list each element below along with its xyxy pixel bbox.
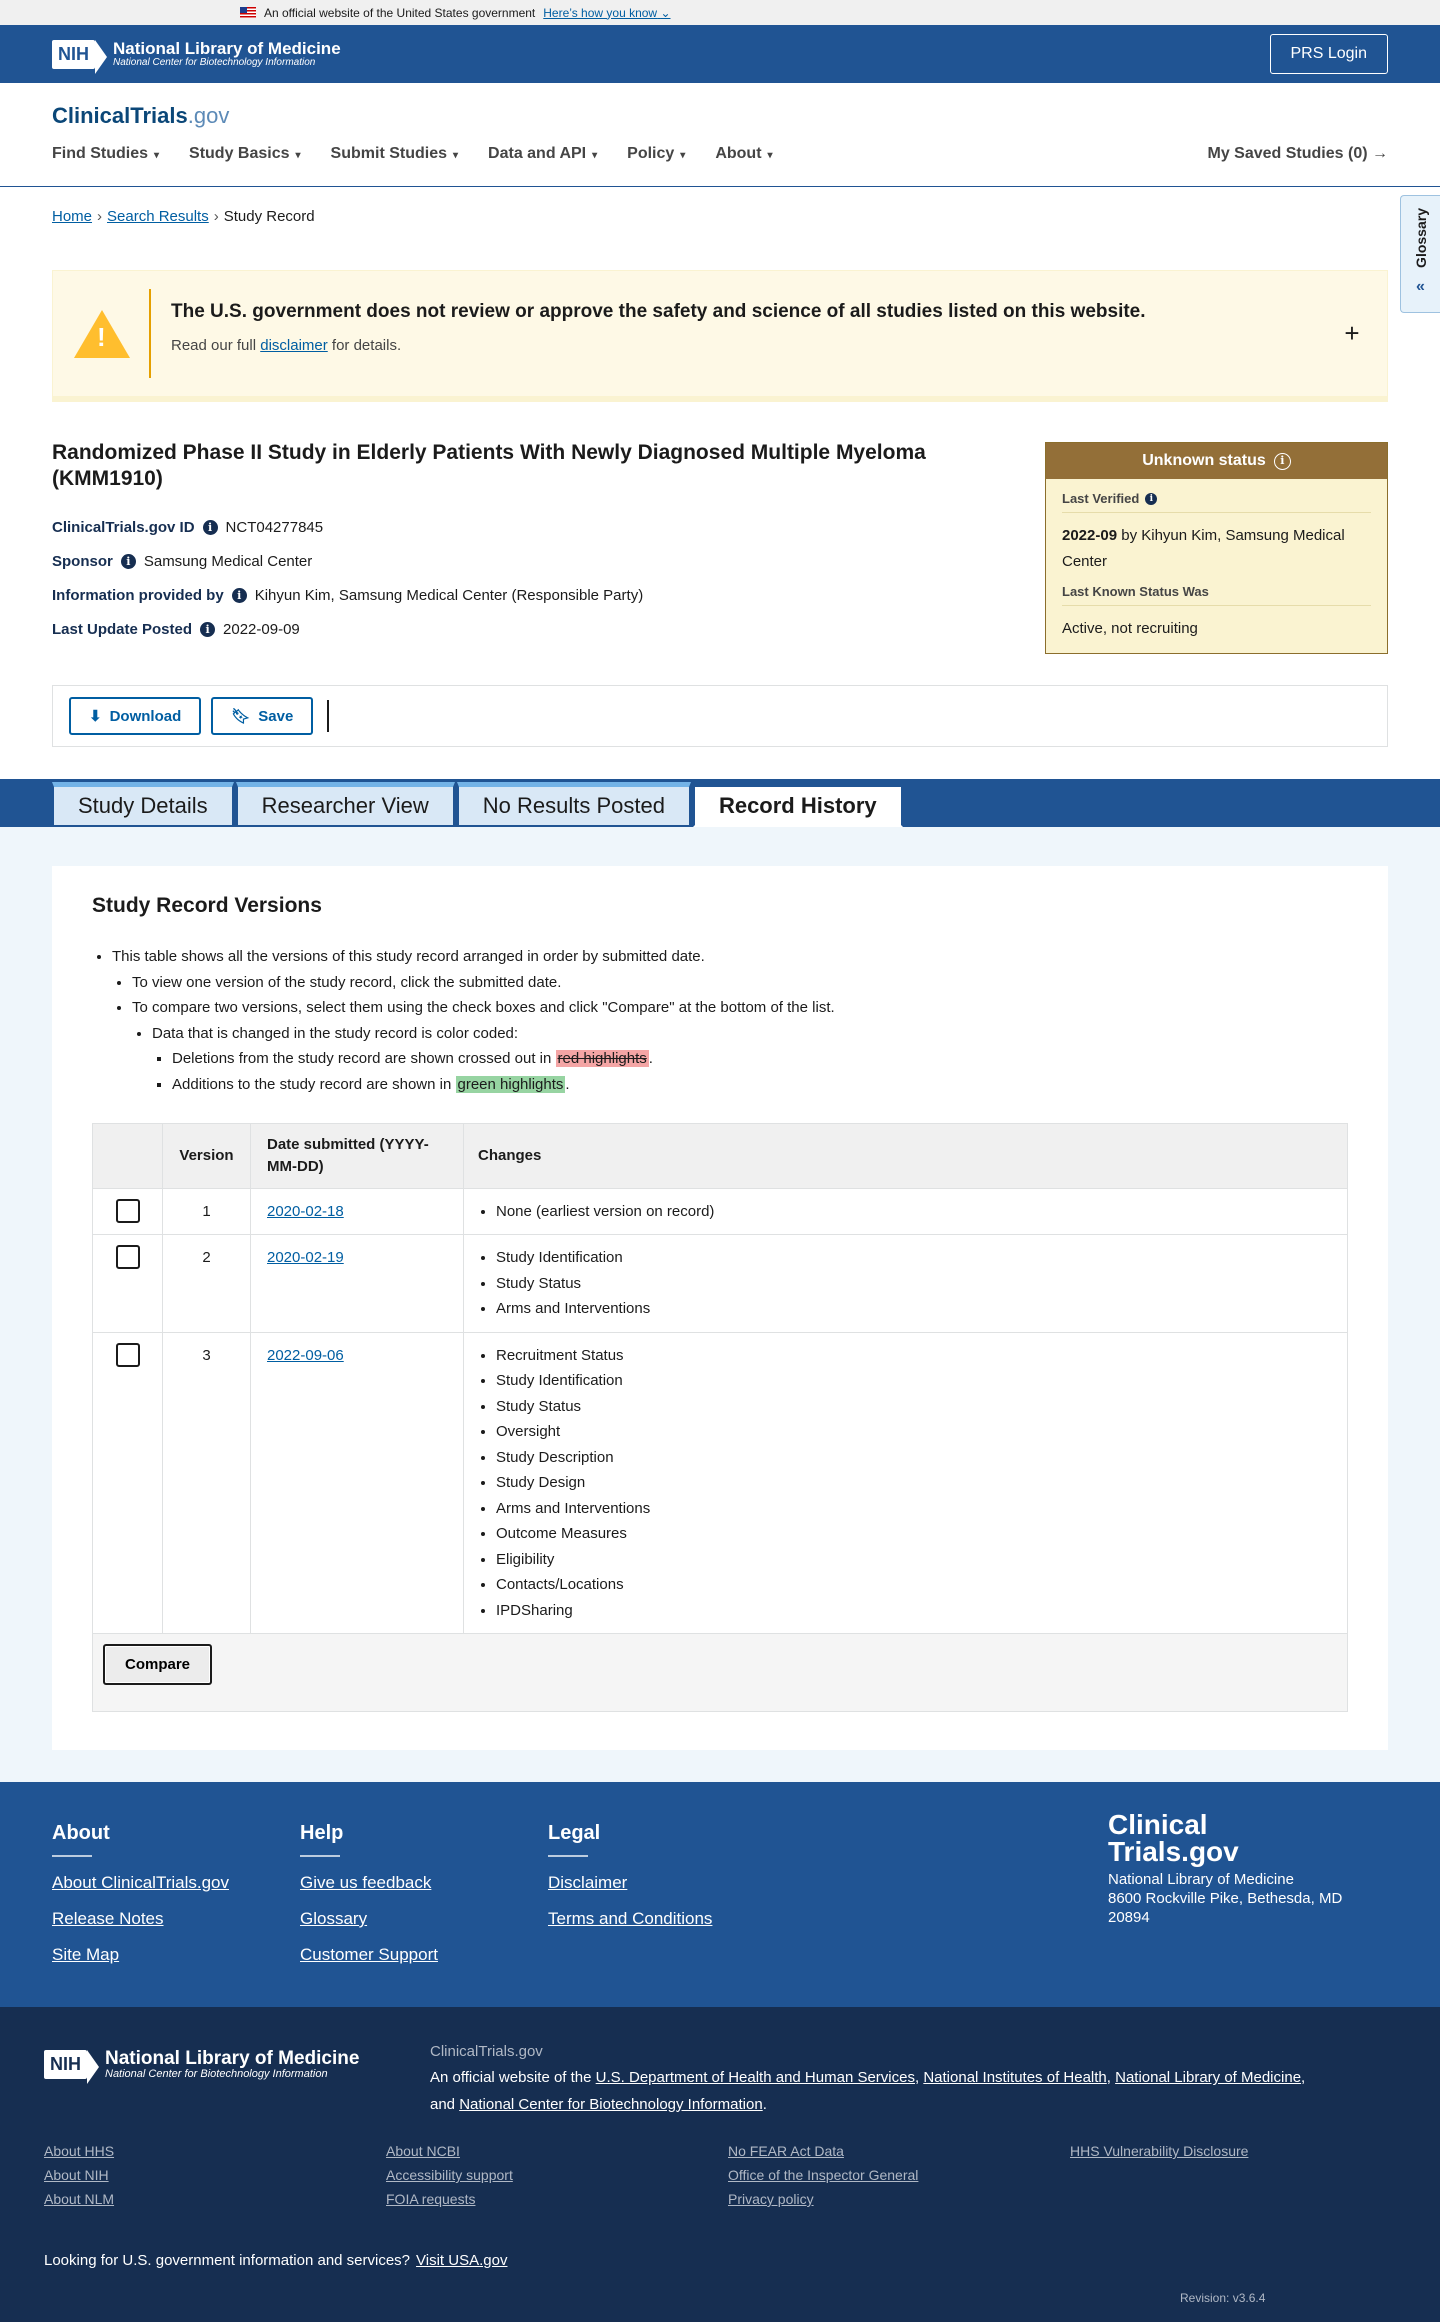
ncbi-link[interactable]: National Center for Biotechnology Information xyxy=(459,2095,763,2113)
footer-link-about-nih[interactable]: About NIH xyxy=(44,2167,109,2183)
change-item: • None (earliest version on record) xyxy=(496,1199,1337,1225)
version-date-link[interactable]: 2022-09-06 xyxy=(267,1346,344,1364)
date-column-header: Date submitted (YYYY-MM-DD) xyxy=(251,1124,464,1189)
gov-banner-text: An official website of the United States government xyxy=(264,5,536,20)
footer-link-site-map[interactable]: Site Map xyxy=(52,1945,120,1964)
info-icon[interactable]: i xyxy=(1274,453,1291,470)
record-versions-card xyxy=(52,866,1388,1750)
version-date-link[interactable]: 2020-02-19 xyxy=(267,1249,344,1266)
footer-link-about-clinicaltrials[interactable]: About ClinicalTrials.gov xyxy=(52,1873,229,1892)
changes-column-header: Changes xyxy=(464,1124,1348,1189)
version-column-header: Version xyxy=(163,1124,251,1189)
footer-link-terms[interactable]: Terms and Conditions xyxy=(548,1909,713,1928)
bookmark-icon: 🔖︎ xyxy=(231,708,251,725)
footer-about-column xyxy=(52,1822,229,1981)
change-item: • Study Status xyxy=(496,1271,1337,1297)
footer-about-title: About xyxy=(52,1822,110,1844)
section-title: Study Record Versions xyxy=(92,894,322,917)
chevron-down-icon: ▾ xyxy=(767,150,773,161)
site-footer xyxy=(0,1782,1440,2007)
study-title: Randomized Phase II Study in Elderly Patients With Newly Diagnosed Multiple Myeloma (KMM1910) xyxy=(52,441,926,491)
version-number: 3 xyxy=(163,1332,251,1634)
last-update-value: 2022-09-09 xyxy=(223,621,300,638)
chevron-down-icon: ▾ xyxy=(453,150,459,161)
footer-link-privacy[interactable]: Privacy policy xyxy=(728,2191,814,2207)
footer-link-about-hhs[interactable]: About HHS xyxy=(44,2143,115,2159)
green-highlight-sample: green highlights xyxy=(457,1075,564,1093)
chevron-down-icon: ▾ xyxy=(680,150,686,161)
prs-login-button[interactable]: PRS Login xyxy=(1270,34,1389,74)
instruction-item: • Data that is changed in the study record is color coded: xyxy=(152,1021,1348,1047)
breadcrumb-separator-icon: › xyxy=(213,208,219,225)
nih-header xyxy=(0,25,1440,83)
nih-logo-box: NIH xyxy=(44,2050,87,2079)
footer-help-column xyxy=(300,1822,438,1981)
chevron-down-icon: ⌄ xyxy=(660,5,671,20)
last-known-status-label: Last Known Status Was xyxy=(1062,584,1209,599)
nlm-footer-logo[interactable]: NIH National Library of Medicine National Center for Biotechnology Information xyxy=(44,2049,359,2080)
alert-title: The U.S. government does not review or approve the safety and science of all studies listed on this website. xyxy=(171,301,1146,322)
footer-legal-title: Legal xyxy=(548,1822,601,1844)
us-flag-icon xyxy=(240,7,256,18)
footer-link-customer-support[interactable]: Customer Support xyxy=(300,1945,438,1964)
last-update-row: Last Update Posted i 2022-09-09 xyxy=(52,621,300,638)
version-number: 2 xyxy=(163,1235,251,1333)
alert-text: Read our full disclaimer for details. xyxy=(171,337,402,354)
info-icon[interactable]: i xyxy=(121,554,136,569)
compare-row xyxy=(93,1634,1348,1712)
save-button[interactable]: 🔖︎ Save xyxy=(211,697,313,735)
visit-usa-gov-link[interactable]: Visit USA.gov xyxy=(416,2252,508,2269)
change-item: • Arms and Interventions xyxy=(496,1496,1337,1522)
revision-label: Revision: v3.6.4 xyxy=(1180,2291,1266,2305)
breadcrumb-home[interactable]: Home xyxy=(52,208,93,225)
study-id-value: NCT04277845 xyxy=(225,519,324,536)
clinicaltrials-logo[interactable]: ClinicalTrials.gov xyxy=(52,103,230,128)
study-actions-bar xyxy=(52,685,1388,747)
footer-ct-logo[interactable]: Clinical Trials.gov National Library of Medicine 8600 Rockville Pike, Bethesda, MD 20894 xyxy=(1108,1812,1368,1927)
download-button[interactable]: ⬇ Download xyxy=(69,697,201,735)
change-item: • Eligibility xyxy=(496,1547,1337,1573)
usa-gov-row: Looking for U.S. government information and services? Visit USA.gov xyxy=(44,2252,508,2269)
version-checkbox[interactable] xyxy=(116,1199,140,1223)
change-item: • IPDSharing xyxy=(496,1598,1337,1624)
version-number: 1 xyxy=(163,1188,251,1235)
study-id-row: ClinicalTrials.gov ID i NCT04277845 xyxy=(52,519,324,536)
change-item: • Outcome Measures xyxy=(496,1521,1337,1547)
footer-link-hhs-vulnerability[interactable]: HHS Vulnerability Disclosure xyxy=(1070,2143,1249,2159)
divider xyxy=(327,700,329,732)
footer-link-disclaimer[interactable]: Disclaimer xyxy=(548,1873,628,1892)
info-provided-row: Information provided by i Kihyun Kim, Samsung Medical Center (Responsible Party) xyxy=(52,587,644,604)
footer-links-grid xyxy=(44,2143,1424,2207)
instruction-additions: ▪ Additions to the study record are shown in green highlights . xyxy=(172,1072,1348,1098)
instructions-list xyxy=(92,944,1348,1097)
change-item: • Arms and Interventions xyxy=(496,1296,1337,1322)
nlm-logo-title: National Library of Medicine xyxy=(113,38,341,58)
select-column-header xyxy=(93,1124,163,1189)
study-tabs xyxy=(52,782,903,827)
sponsor-value: Samsung Medical Center xyxy=(143,553,313,570)
footer-link-feedback[interactable]: Give us feedback xyxy=(300,1873,432,1892)
table-row xyxy=(93,1332,1348,1634)
chevron-down-icon: ▾ xyxy=(592,150,598,161)
footer-link-foia[interactable]: FOIA requests xyxy=(386,2191,476,2207)
warning-icon: ! xyxy=(74,310,130,358)
hhs-link[interactable]: U.S. Department of Health and Human Services xyxy=(595,2069,915,2087)
footer-link-release-notes[interactable]: Release Notes xyxy=(52,1909,164,1928)
nav-study-basics[interactable]: Study Basics ▾ xyxy=(189,145,301,162)
last-verified-value: 2022-09 by Kihyun Kim, Samsung Medical Center xyxy=(1062,527,1345,570)
instruction-item: • This table shows all the versions of this study record arranged in order by submitted date. xyxy=(112,944,1348,970)
compare-button[interactable]: Compare xyxy=(103,1644,212,1685)
footer-link-glossary[interactable]: Glossary xyxy=(300,1909,368,1928)
nlm-link[interactable]: National Library of Medicine xyxy=(1115,2069,1302,2087)
last-known-status-value: Active, not recruiting xyxy=(1062,620,1198,637)
version-checkbox[interactable] xyxy=(116,1343,140,1367)
download-icon: ⬇ xyxy=(89,708,102,725)
nlm-logo[interactable] xyxy=(52,40,341,69)
version-date-link[interactable]: 2020-02-18 xyxy=(267,1202,344,1220)
instruction-deletions: ▪ Deletions from the study record are shown crossed out in red highlights . xyxy=(172,1046,1348,1072)
versions-table xyxy=(92,1123,1348,1712)
official-website-info: ClinicalTrials.gov An official website of the U.S. Department of Health and Human Services, National Institutes of Health, National Library of Medicine, and National Center for Biotechnology Information. xyxy=(430,2039,1390,2118)
nih-link[interactable]: National Institutes of Health xyxy=(923,2069,1107,2087)
instruction-item: • To compare two versions, select them using the check boxes and click "Compare" at the bottom of the list. xyxy=(132,995,1348,1021)
divider xyxy=(548,1855,588,1857)
info-icon[interactable]: i xyxy=(1145,493,1157,505)
info-icon[interactable]: i xyxy=(200,622,215,637)
disclaimer-alert xyxy=(52,270,1388,402)
nav-data-and-api[interactable]: Data and API ▾ xyxy=(488,145,598,162)
glossary-tab[interactable] xyxy=(1400,195,1440,313)
disclaimer-link[interactable]: disclaimer xyxy=(260,337,328,354)
footer-legal-column xyxy=(548,1822,712,1945)
tab-researcher-view[interactable]: Researcher View xyxy=(236,782,455,827)
breadcrumb xyxy=(52,208,315,225)
change-item: • Recruitment Status xyxy=(496,1343,1337,1369)
chevron-down-icon: ▾ xyxy=(295,150,301,161)
footer-org: National Library of Medicine xyxy=(1108,1871,1294,1889)
change-item: • Study Identification xyxy=(496,1368,1337,1394)
instruction-item: • To view one version of the study record, click the submitted date. xyxy=(132,970,1348,996)
change-item: • Study Status xyxy=(496,1394,1337,1420)
change-item: • Study Identification xyxy=(496,1245,1337,1271)
change-item: • Study Description xyxy=(496,1445,1337,1471)
breadcrumb-separator-icon: › xyxy=(97,208,103,225)
status-header: Unknown status xyxy=(1142,452,1266,469)
footer-site-name: ClinicalTrials.gov xyxy=(430,2043,543,2060)
nav-policy[interactable]: Policy ▾ xyxy=(627,145,686,162)
breadcrumb-search-results[interactable]: Search Results xyxy=(107,208,209,225)
table-row xyxy=(93,1235,1348,1333)
site-header xyxy=(0,83,1440,187)
breadcrumb-current: Study Record xyxy=(223,208,315,225)
nlm-logo-subtitle: National Center for Biotechnology Information xyxy=(113,56,316,68)
nlm-footer xyxy=(0,2007,1440,2322)
footer-link-no-fear[interactable]: No FEAR Act Data xyxy=(728,2143,844,2159)
chevron-down-icon: ▾ xyxy=(154,150,160,161)
footer-help-title: Help xyxy=(300,1822,344,1844)
sponsor-row: Sponsor i Samsung Medical Center xyxy=(52,553,313,570)
info-icon[interactable]: i xyxy=(232,588,247,603)
expand-plus-icon[interactable]: + xyxy=(1344,318,1360,348)
my-saved-studies-link[interactable]: My Saved Studies (0) → xyxy=(1207,145,1388,162)
nav-submit-studies[interactable]: Submit Studies ▾ xyxy=(330,145,459,162)
main-nav xyxy=(52,145,773,163)
change-item: • Contacts/Locations xyxy=(496,1572,1337,1598)
tab-no-results-posted[interactable]: No Results Posted xyxy=(457,782,691,827)
version-checkbox[interactable] xyxy=(116,1245,140,1269)
footer-link-accessibility[interactable]: Accessibility support xyxy=(386,2167,513,2183)
footer-address: 8600 Rockville Pike, Bethesda, MD 20894 xyxy=(1108,1889,1343,1926)
info-icon[interactable]: i xyxy=(203,520,218,535)
table-row xyxy=(93,1188,1348,1235)
footer-link-inspector-general[interactable]: Office of the Inspector General xyxy=(728,2167,919,2183)
study-status-box xyxy=(1045,442,1388,654)
nih-logo-box: NIH xyxy=(52,40,95,69)
change-item: • Study Design xyxy=(496,1470,1337,1496)
info-provided-value: Kihyun Kim, Samsung Medical Center (Responsible Party) xyxy=(254,587,644,604)
glossary-label: Glossary xyxy=(1412,208,1429,268)
tab-study-details[interactable]: Study Details xyxy=(52,782,234,827)
change-item: • Oversight xyxy=(496,1419,1337,1445)
nav-find-studies[interactable]: Find Studies ▾ xyxy=(52,145,160,162)
tab-record-history[interactable]: Record History xyxy=(693,782,903,827)
heres-how-you-know-link[interactable]: Here’s how you know ⌄ xyxy=(543,5,671,20)
double-chevron-left-icon: « xyxy=(1416,277,1425,295)
nav-about[interactable]: About ▾ xyxy=(715,145,773,162)
footer-link-about-ncbi[interactable]: About NCBI xyxy=(386,2143,460,2159)
last-verified-label: Last Verified xyxy=(1062,491,1140,506)
divider xyxy=(300,1855,340,1857)
arrow-right-icon: → xyxy=(1372,145,1388,162)
divider xyxy=(52,1855,92,1857)
footer-link-about-nlm[interactable]: About NLM xyxy=(44,2191,115,2207)
gov-banner xyxy=(0,0,1440,25)
red-highlight-sample: red highlights xyxy=(557,1050,647,1067)
